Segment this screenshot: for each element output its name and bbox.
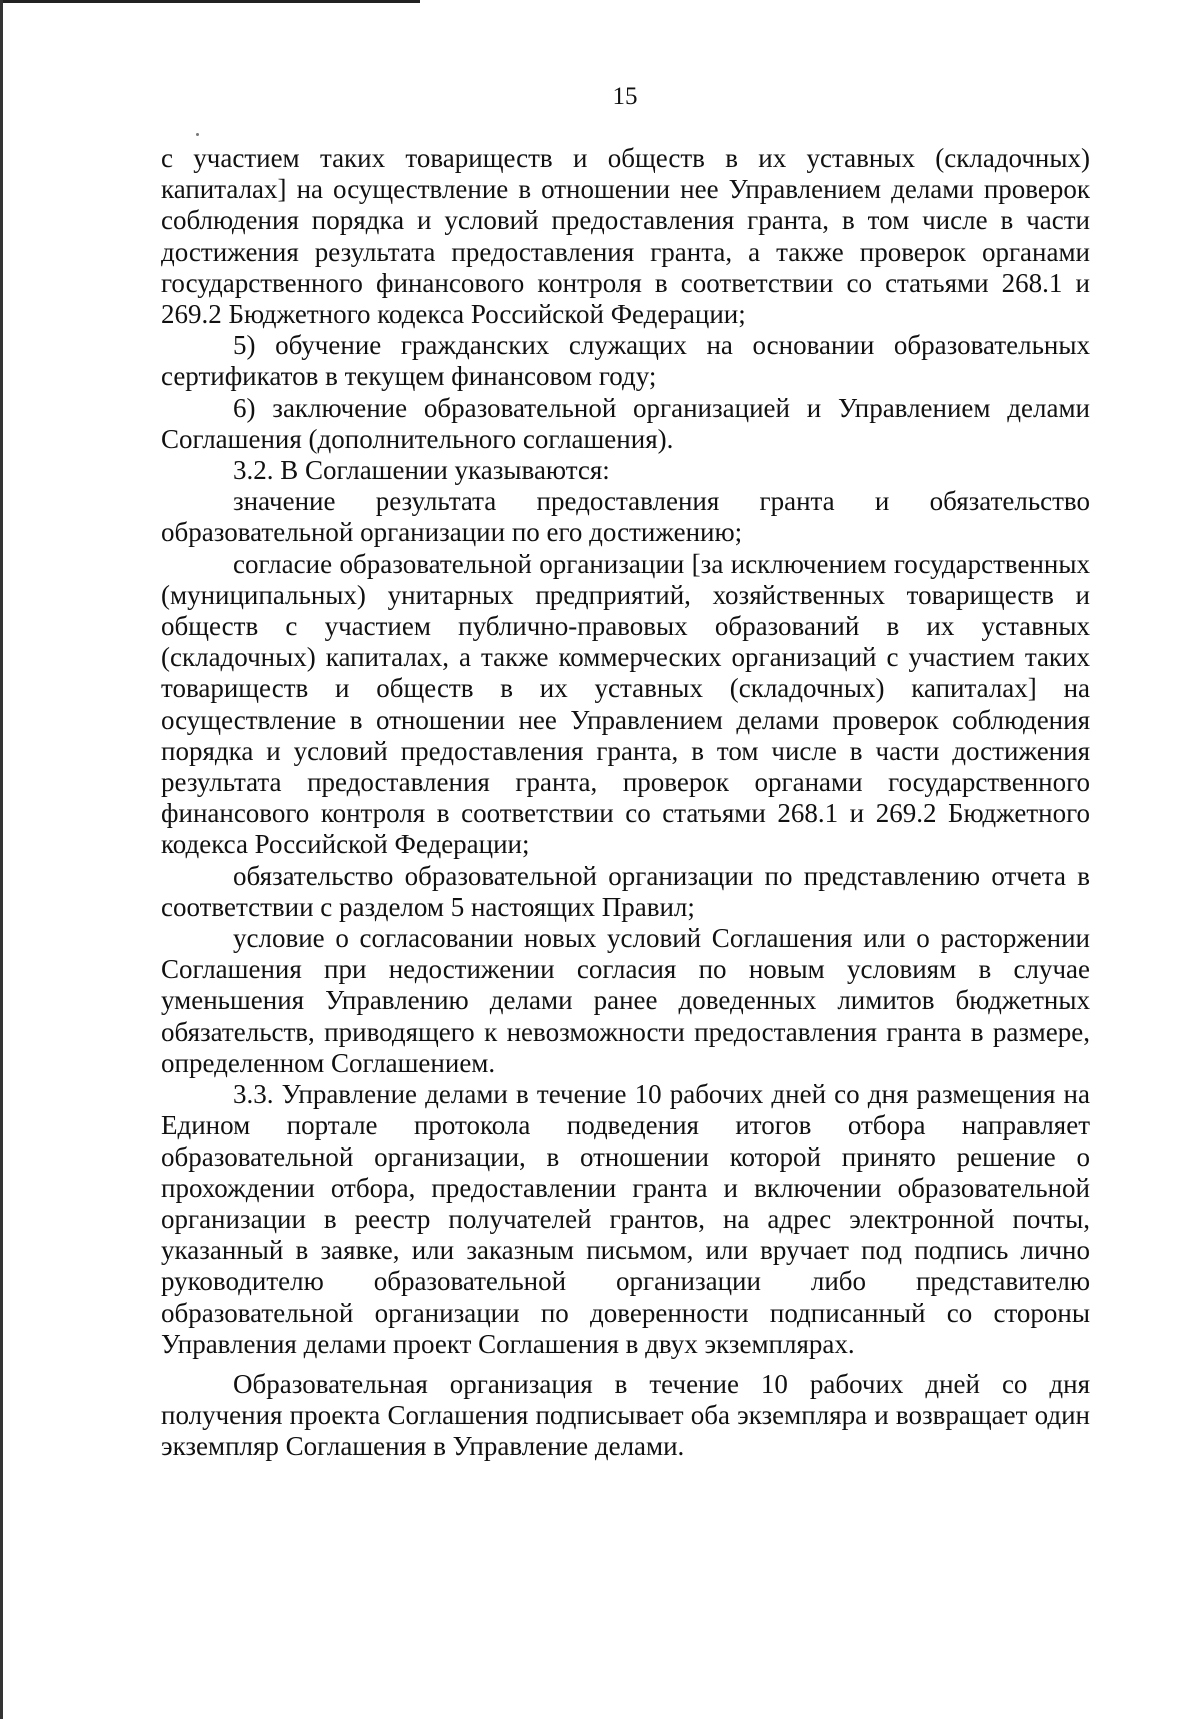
scan-edge-left bbox=[0, 0, 3, 1719]
paragraph-consent: согласие образовательной организации [за исключением государственных (муниципальных) унитарных предприятий, хозяйственных товариществ и обществ с участием публично-правовых образований в их уставных (складочных) капиталах, а также коммерческих организаций с участием таких товариществ и обществ в их уставных (складочных) капиталах] на осуществление в отношении нее Управлением делами проверок соблюдения порядка и условий предоставления гранта, в том числе в части достижения результата предоставления гранта, проверок органами государственного финансового контроля в соответствии со статьями 268.1 и 269.2 Бюджетного кодекса Российской Федерации; bbox=[161, 548, 1090, 860]
scan-edge-top bbox=[0, 0, 420, 3]
paragraph-clause-3-2: 3.2. В Соглашении указываются: bbox=[233, 455, 610, 486]
scan-speck bbox=[196, 133, 199, 136]
paragraph-item-5: 5) обучение гражданских служащих на основании образовательных сертификатов в текущем финансовом году; bbox=[161, 330, 1090, 392]
paragraph-condition: условие о согласовании новых условий Соглашения или о расторжении Соглашения при недостижении согласия по новым условиям в случае уменьшения Управлению делами ранее доведенных лимитов бюджетных обязательств, приводящего к невозможности предоставления гранта в размере, определенном Соглашением. bbox=[161, 923, 1090, 1078]
document-body bbox=[161, 143, 1090, 1463]
paragraph-report-obligation: обязательство образовательной организации по представлению отчета в соответствии с разделом 5 настоящих Правил; bbox=[161, 860, 1090, 922]
paragraph-result-value: значение результата предоставления гранта и обязательство образовательной организации по его достижению; bbox=[161, 486, 1090, 548]
page-number: 15 bbox=[612, 83, 638, 110]
paragraph-item-6: 6) заключение образовательной организацией и Управлением делами Соглашения (дополнительного соглашения). bbox=[161, 392, 1090, 454]
paragraph-signing: Образовательная организация в течение 10 рабочих дней со дня получения проекта Соглашения подписывает оба экземпляра и возвращает один экземпляр Соглашения в Управление делами. bbox=[161, 1368, 1090, 1462]
paragraph-clause-3-3: 3.3. Управление делами в течение 10 рабочих дней со дня размещения на Едином портале протокола подведения итогов отбора направляет образовательной организации, в отношении которой принято решение о прохождении отбора, предоставлении гранта и включении образовательной организации в реестр получателей грантов, на адрес электронной почты, указанный в заявке, или заказным письмом, или вручает под подпись лично руководителю образовательной организации либо представителю образовательной организации по доверенности подписанный со стороны Управления делами проект Соглашения в двух экземплярах. bbox=[161, 1079, 1090, 1359]
paragraph-continuation: с участием таких товариществ и обществ в их уставных (складочных) капиталах] на осуществление в отношении нее Управлением делами проверок соблюдения порядка и условий предоставления гранта, в том числе в части достижения результата предоставления гранта, а также проверок органами государственного финансового контроля в соответствии со статьями 268.1 и 269.2 Бюджетного кодекса Российской Федерации; bbox=[161, 143, 1090, 330]
